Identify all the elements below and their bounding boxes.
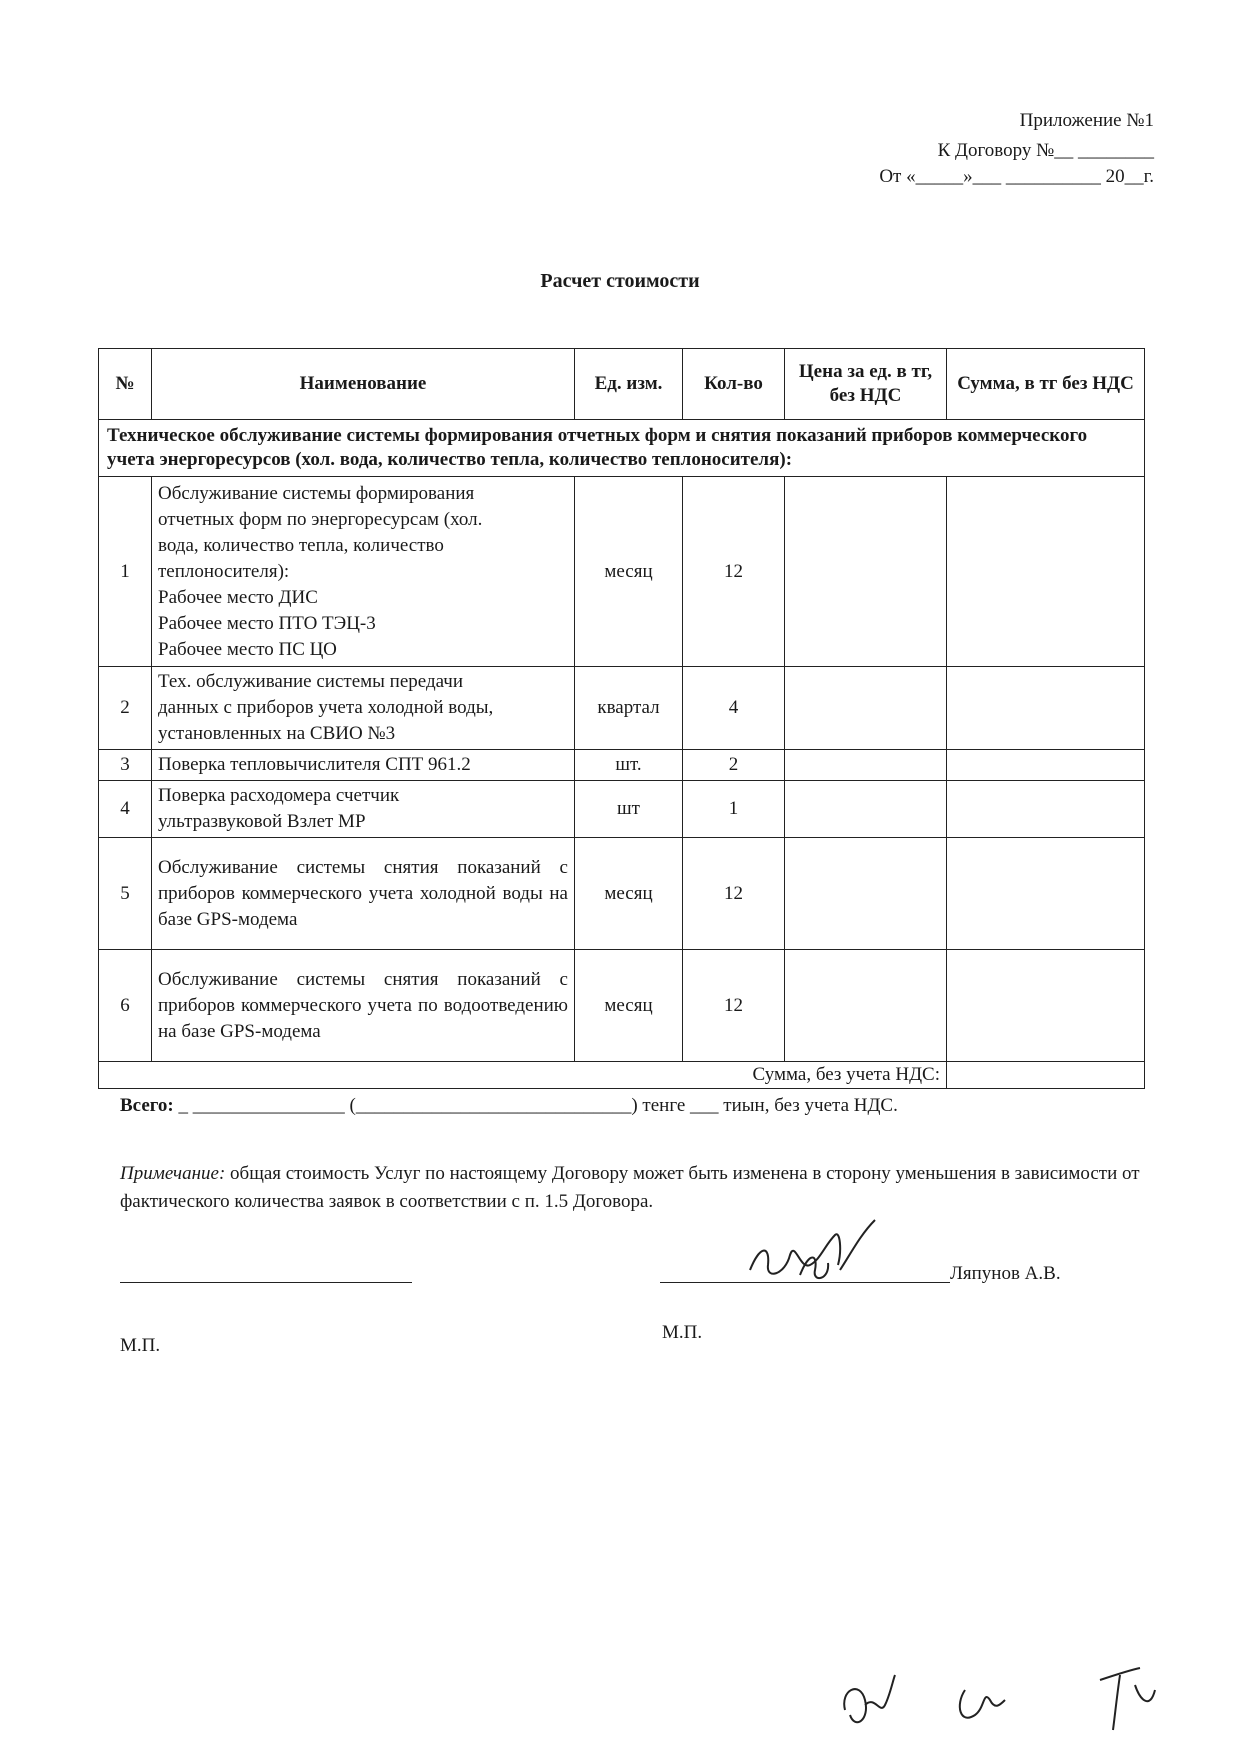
section-title: Техническое обслуживание системы формирования отчетных форм и снятия показаний приборов коммерческого учета энергоресурсов (хол. вода, количество тепла, количество теплоносителя):	[99, 420, 1145, 477]
contract-date: От «_____»___ __________ 20__г.	[879, 166, 1154, 187]
row-qty: 4	[683, 667, 785, 750]
table-row	[99, 781, 1145, 838]
row-name	[152, 781, 575, 838]
row-name	[152, 667, 575, 750]
row-number: 2	[99, 667, 152, 750]
row-qty: 12	[683, 950, 785, 1062]
row-name	[152, 750, 575, 781]
row-sum	[947, 750, 1145, 781]
row-number: 5	[99, 838, 152, 950]
row-number: 1	[99, 477, 152, 667]
grand-total	[120, 1095, 898, 1117]
row-number: 6	[99, 950, 152, 1062]
header-qty: Кол-во	[683, 349, 785, 420]
row-name-line: Обслуживание системы формирования	[158, 482, 475, 504]
cost-table	[98, 348, 1145, 1089]
appendix-label: Приложение №1	[1019, 110, 1154, 131]
row-unit: шт	[575, 781, 683, 838]
row-sum	[947, 667, 1145, 750]
row-name: Обслуживание системы снятия показаний с приборов коммерческого учета по водоотведению на базе GPS-модема	[152, 950, 575, 1062]
header-sum: Сумма, в тг без НДС	[947, 349, 1145, 420]
row-name-line: вода, количество тепла, количество	[158, 534, 444, 556]
row-name-line: данных с приборов учета холодной воды,	[158, 697, 494, 718]
row-qty: 12	[683, 838, 785, 950]
right-stamp-label: М.П.	[662, 1322, 703, 1343]
row-price	[785, 950, 947, 1062]
table-row	[99, 838, 1145, 950]
row-unit: месяц	[575, 950, 683, 1062]
table-header-row	[99, 349, 1145, 420]
row-number: 4	[99, 781, 152, 838]
document-title: Расчет стоимости	[540, 270, 700, 292]
row-unit: шт.	[575, 750, 683, 781]
table-row	[99, 477, 1145, 667]
row-name-line: Рабочее место ДИС	[158, 586, 318, 608]
row-qty: 12	[683, 477, 785, 667]
row-qty: 1	[683, 781, 785, 838]
row-number: 3	[99, 750, 152, 781]
row-sum	[947, 477, 1145, 667]
row-name-line: Тех. обслуживание системы передачи	[158, 671, 464, 692]
row-name-line: Рабочее место ПС ЦО	[158, 638, 337, 660]
row-price	[785, 477, 947, 667]
initials-icon	[835, 1660, 1175, 1740]
grand-total-text: _ ________________ (_____________________________) тенге ___ тиын, без учета НДС.	[178, 1095, 898, 1116]
row-price	[785, 781, 947, 838]
total-value	[947, 1062, 1145, 1089]
row-unit: месяц	[575, 838, 683, 950]
row-name	[152, 477, 575, 667]
row-sum	[947, 781, 1145, 838]
row-name-line: отчетных форм по энергоресурсам (хол.	[158, 508, 483, 530]
header-price: Цена за ед. в тг, без НДС	[785, 349, 947, 420]
table-row	[99, 667, 1145, 750]
right-signatory-name: Ляпунов А.В.	[950, 1263, 1061, 1284]
total-label: Сумма, без учета НДС:	[99, 1062, 947, 1089]
row-name-line: Поверка расходомера счетчик	[158, 785, 400, 806]
row-unit: квартал	[575, 667, 683, 750]
row-name-line: ультразвуковой Взлет МР	[158, 811, 366, 832]
header-unit: Ед. изм.	[575, 349, 683, 420]
row-name-line: Поверка тепловычислителя СПТ 961.2	[158, 754, 471, 775]
row-sum	[947, 838, 1145, 950]
table-row	[99, 950, 1145, 1062]
note-paragraph	[120, 1160, 1160, 1216]
row-price	[785, 750, 947, 781]
row-unit: месяц	[575, 477, 683, 667]
row-price	[785, 838, 947, 950]
header-number: №	[99, 349, 152, 420]
row-sum	[947, 950, 1145, 1062]
left-stamp-label: М.П.	[120, 1335, 161, 1356]
table-row	[99, 750, 1145, 781]
left-signature-line	[120, 1282, 412, 1283]
contract-number: К Договору №__ ________	[937, 140, 1154, 161]
row-qty: 2	[683, 750, 785, 781]
header-name: Наименование	[152, 349, 575, 420]
row-name-line: установленных на СВИО №3	[158, 723, 396, 744]
grand-total-label: Всего:	[120, 1095, 174, 1116]
signature-icon	[740, 1215, 880, 1295]
row-name-line: теплоносителя):	[158, 560, 290, 582]
section-row	[99, 420, 1145, 477]
total-row	[99, 1062, 1145, 1089]
note-label: Примечание:	[120, 1163, 226, 1184]
row-name-line: Рабочее место ПТО ТЭЦ-3	[158, 612, 376, 634]
row-name: Обслуживание системы снятия показаний с приборов коммерческого учета холодной воды на базе GPS-модема	[152, 838, 575, 950]
row-price	[785, 667, 947, 750]
note-text: общая стоимость Услуг по настоящему Договору может быть изменена в сторону уменьшения в зависимости от фактического количества заявок в соответствии с п. 1.5 Договора.	[120, 1163, 1140, 1212]
